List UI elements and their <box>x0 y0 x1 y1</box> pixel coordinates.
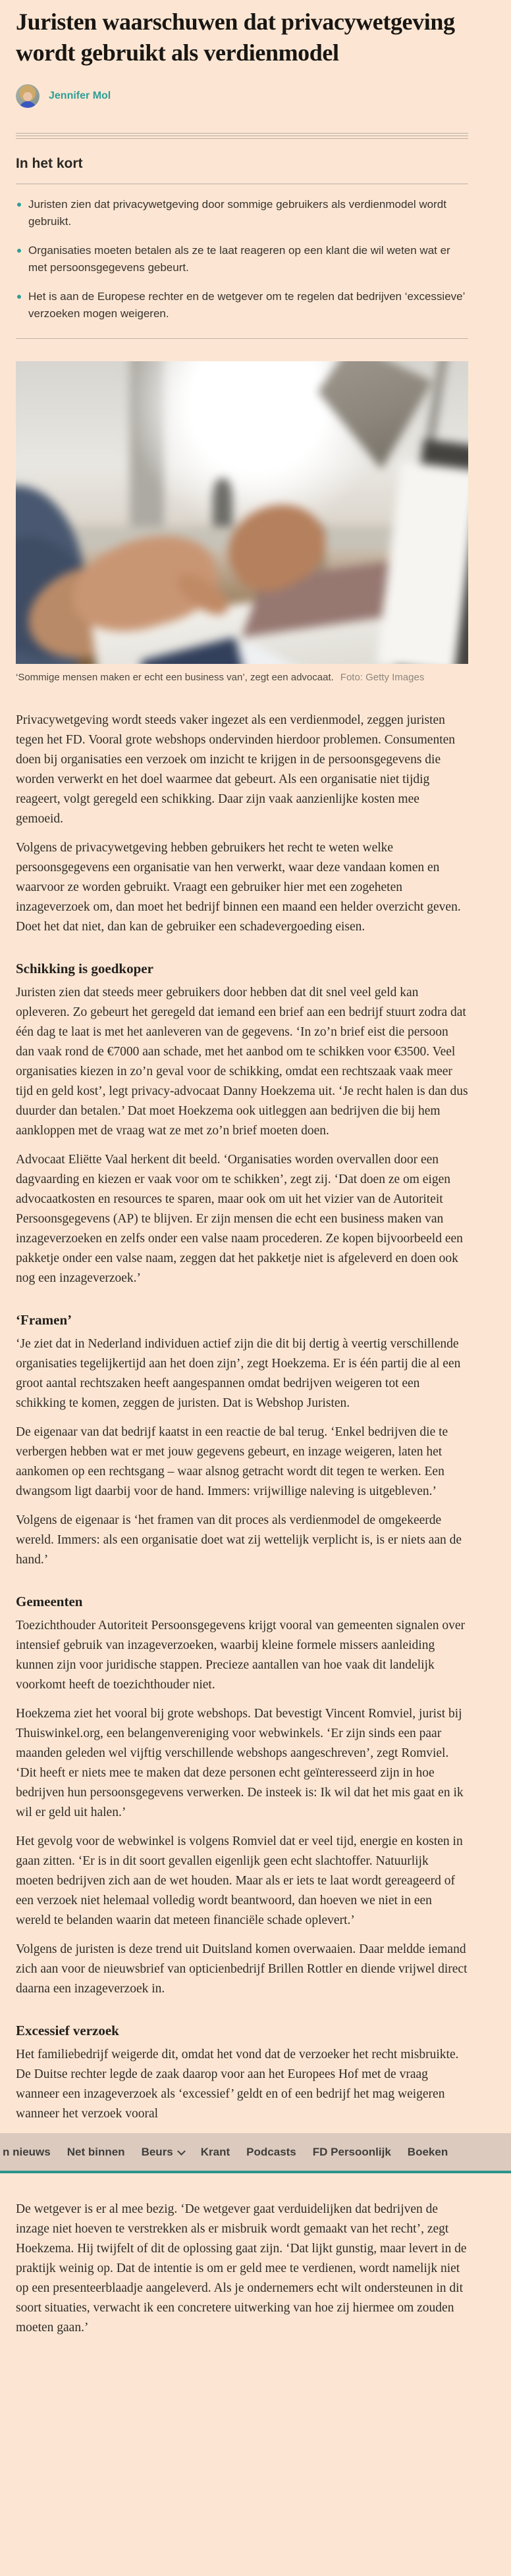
article-figure <box>16 361 468 684</box>
summary-bullet-list <box>16 196 468 322</box>
photo-caption-text: ‘Sommige mensen maken er echt een business van’, zegt een advocaat. <box>16 672 334 683</box>
nav-item-podcasts[interactable]: Podcasts <box>246 2145 296 2158</box>
summary-box <box>16 133 468 339</box>
article-paragraph: Juristen zien dat steeds meer gebruikers door hebben dat dit snel veel geld kan opleveren. Zo gebeurt het geregeld dat iemand een brief aan een bedrijf stuurt zodra dat één dag te laat is met het aanleveren van de gegevens. ‘In zo’n brief eist die persoon dan vaak rond de €7000 aan schade, met het aanbod om te schikken voor €3500. Veel organisaties kiezen in zo’n geval voor de schikking, omdat een rechtszaak vaak meer tijd en geld kost’, legt privacy-advocaat Danny Hoekzema uit. ‘Je recht halen is dan dus duurder dan betalen.’ Dat moet Hoekzema ook uitleggen aan bedrijven die bij hem aankloppen met de vraag wat ze met zo’n brief moeten doen. <box>16 986 468 1138</box>
page-title: Juristen waarschuwen dat privacywetgeving wordt gebruikt als verdienmodel <box>16 9 455 66</box>
article-paragraph: Het gevolg voor de webwinkel is volgens Romviel dat er veel tijd, energie en kosten in gaan zitten. ‘Er is in dit soort gevallen eigenlijk geen echt slachtoffer. Natuurlijk moeten bedrijven zich aan de wet houden. Maar als er iets te laat wordt gereageerd of een verzoek niet helemaal volledig wordt beantwoord, dan hoeven we niet in een wereld te belanden waarin dat meteen financiële schade oplevert.’ <box>16 1834 463 1927</box>
article-paragraph: De eigenaar van dat bedrijf kaatst in een reactie de bal terug. ‘Enkel bedrijven die te verbergen hebben wat er met jouw gegevens gebeurt, en inzage weigeren, laten het aankomen op een rechtsgang – waar alsnog getracht wordt dit tegen te werken. Een dwangsom ligt daarbij voor de hand. Immers: vrijwillige naleving is uitgebleven.’ <box>16 1425 448 1498</box>
article-paragraph: Advocaat Eliëtte Vaal herkent dit beeld. ‘Organisaties worden overvallen door een dagvaarding en kiezen er vaak voor om te schikken’, zegt zij. ‘Dat doen ze om eigen advocaatkosten en resources te sparen, maar ook om uit het vizier van de Autoriteit Persoonsgegevens (AP) te blijven. Er zijn mensen die echt een business maken van inzageverzoeken en zelfs onder een valse naam procederen. Ze kopen bijvoorbeeld een pakketje onder een valse naam, zeggen dat het pakketje niet is afgeleverd en doen ook nog een inzageverzoek.’ <box>16 1153 463 1285</box>
section-heading: Schikking is goedkoper <box>16 961 153 976</box>
photo-credit: Foto: Getty Images <box>340 672 425 683</box>
summary-top-divider <box>16 133 468 139</box>
author-link[interactable]: Jennifer Mol <box>49 90 111 101</box>
byline <box>16 84 468 108</box>
photo-caption <box>16 670 468 684</box>
article-paragraph: Volgens de juristen is deze trend uit Duitsland komen overwaaien. Daar meldde iemand zich aan voor de nieuwsbrief van opticienbedrijf Brillen Rottler en diende vrijwel direct daarna een inzageverzoek in. <box>16 1942 468 1996</box>
nav-item-krant[interactable]: Krant <box>200 2145 230 2158</box>
article-paragraph: ‘Je ziet dat in Nederland individuen actief zijn die dit bij dertig à veertig verschillende organisaties tegelijkertijd aan het doen zijn’, zegt Hoekzema. Er is één partij die al een groot aantal rechtszaken heeft aangespannen omdat bedrijven weigeren tot een schikking te komen, zeggen de juristen. Dat is Webshop Juristen. <box>16 1337 461 1410</box>
article-paragraph: Toezichthouder Autoriteit Persoonsgegevens krijgt vooral van gemeenten signalen over intensief gebruik van inzageverzoeken, waarbij kleine formele missers aanleiding kunnen zijn voor juridische stappen. Precieze aantallen van hoe vaak dit landelijk voorkomt heeft de toezichthouder niet. <box>16 1619 466 1692</box>
summary-bullet: Het is aan de Europese rechter en de wetgever om te regelen dat bedrijven ‘excessieve’ verzoeken mogen weigeren. <box>16 288 468 322</box>
summary-heading: In het kort <box>16 156 83 171</box>
photo-illustration <box>16 361 468 664</box>
article-paragraph: Volgens de eigenaar is ‘het framen van dit proces als verdienmodel de omgekeerde wereld. Immers: als een organisatie doet wat zij wettelijk verplicht is, is er niets aan de hand.’ <box>16 1513 462 1567</box>
article-paragraph: Het familiebedrijf weigerde dit, omdat het vond dat de verzoeker het recht misbruikte. De Duitse rechter legde de zaak daarop voor aan het Europees Hof met de vraag wanneer een inzageverzoek als ‘excessief’ geldt en of een bedrijf het mag weigeren wanneer het verzoek vooral <box>16 2048 459 2121</box>
summary-bullet: Juristen zien dat privacywetgeving door sommige gebruikers als verdienmodel wordt gebruikt. <box>16 196 468 230</box>
nav-item-n-nieuws[interactable]: n nieuws <box>3 2145 51 2158</box>
sticky-navbar <box>0 2133 511 2173</box>
nav-item-net-binnen[interactable]: Net binnen <box>67 2145 125 2158</box>
article-paragraph: Volgens de privacywetgeving hebben gebruikers het recht te weten welke persoonsgegevens een organisatie van hen verwerkt, waar deze vandaan komen en waarvoor ze worden gebruikt. Vraagt een gebruiker hier met een zogeheten inzageverzoek om, dan moet het bedrijf binnen een maand een helder overzicht geven. Doet het dat niet, dan kan de gebruiker een schadevergoeding eisen. <box>16 841 461 934</box>
section-heading: ‘Framen’ <box>16 1312 72 1328</box>
article-paragraph: Hoekzema ziet het vooral bij grote webshops. Dat bevestigt Vincent Romviel, jurist bij Thuiswinkel.org, een belangenvereniging voor webwinkels. ‘Er zijn sinds een paar maanden geleden wel vijftig verschillende webshops aangeschreven’, zegt Romviel. ‘Dit heeft er niets mee te maken dat deze personen echt geïnteresseerd zijn in hoe bedrijven hun persoonsgegevens verwerken. De insteek is: Ik wil dat het mis gaat en ik wil er geld uit halen.’ <box>16 1707 464 1819</box>
article-photo <box>16 361 468 664</box>
section-heading: Excessief verzoek <box>16 2023 119 2038</box>
summary-bottom-divider <box>16 338 468 339</box>
section-heading: Gemeenten <box>16 1594 83 1609</box>
summary-bullet: Organisaties moeten betalen als ze te laat reageren op een klant die wil weten wat er met persoonsgegevens gebeurt. <box>16 242 468 276</box>
nav-item-beurs[interactable]: Beurs <box>142 2146 184 2159</box>
author-avatar[interactable] <box>16 84 40 108</box>
nav-item-fd-persoonlijk[interactable]: FD Persoonlijk <box>312 2145 391 2158</box>
nav-item-boeken[interactable]: Boeken <box>407 2145 448 2158</box>
chevron-down-icon <box>177 2147 186 2156</box>
article-body-top <box>16 711 468 2124</box>
article-paragraph: De wetgever is er al mee bezig. ‘De wetgever gaat verduidelijken dat bedrijven de inzage niet hoeven te verstrekken als er misbruik wordt gemaakt van het recht’, zegt Hoekzema. Hij twijfelt of dit de oplossing gaat zijn. ‘Dat lijkt gunstig, maar levert in de praktijk weinig op. Dat de intentie is om er geld mee te verdienen, wordt namelijk niet op een presenteerblaadje aangeleverd. Als je ondernemers echt wilt ondersteunen in dit soort situaties, verwacht ik een concretere uitwerking van hoe zij hiermee om zouden moeten gaan.’ <box>16 2202 467 2335</box>
article-paragraph: Privacywetgeving wordt steeds vaker ingezet als een verdienmodel, zeggen juristen tegen het FD. Vooral grote webshops ondervinden hierdoor problemen. Consumenten doen bij organisaties een verzoek om inzicht te krijgen in de persoonsgegevens die worden verwerkt en het doel waarmee dat gebeurt. Als een organisatie niet tijdig reageert, volgt geregeld een schikking. Daar zijn vaak aanzienlijke kosten mee gemoeid. <box>16 713 456 826</box>
article-body-bottom <box>16 2200 468 2338</box>
